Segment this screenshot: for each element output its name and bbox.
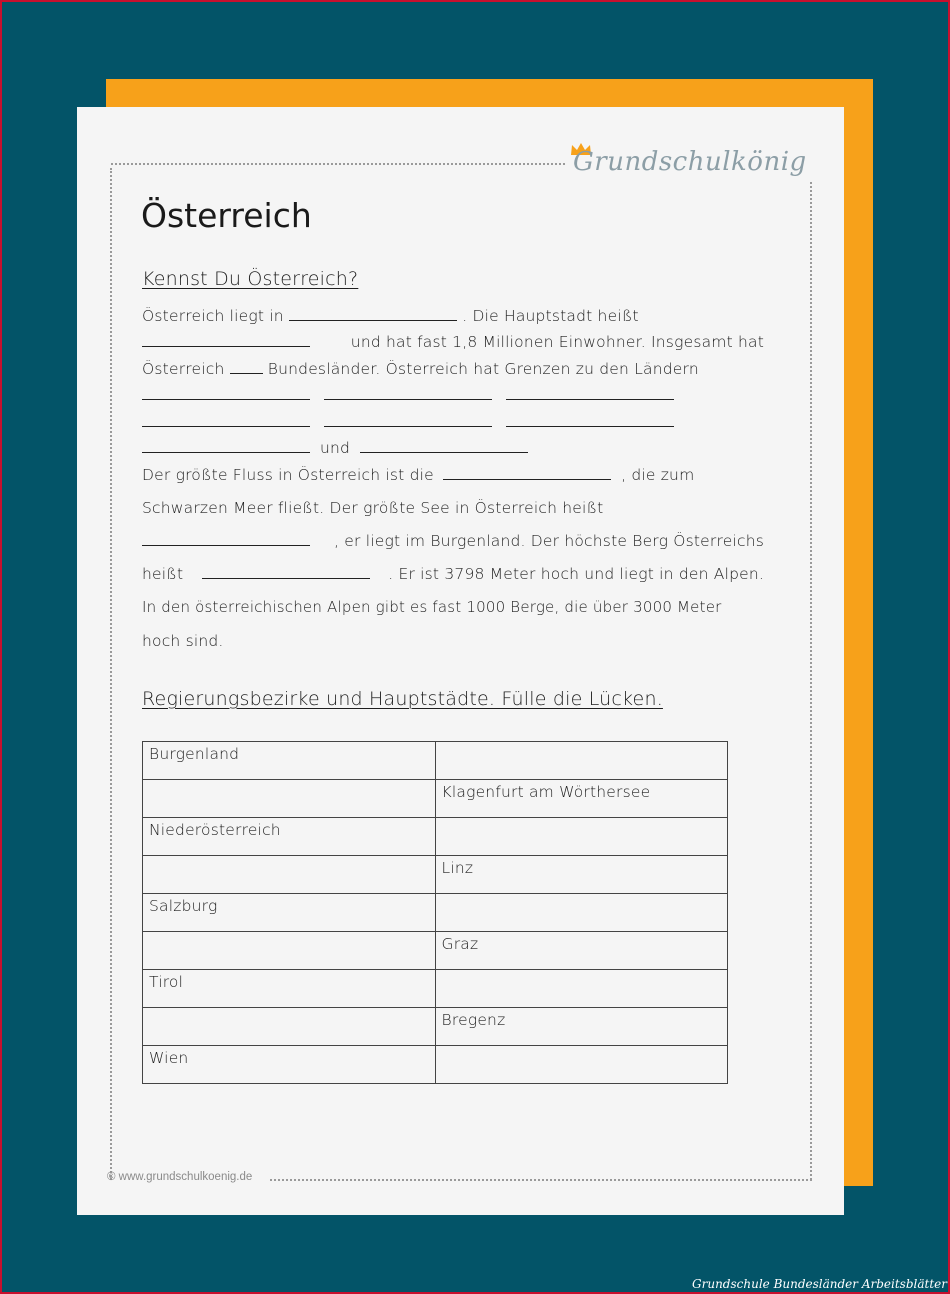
answer-blank [506, 426, 674, 427]
table-row [143, 780, 728, 818]
section-heading-quiz: Kennst Du Österreich? [142, 268, 359, 290]
text-line-10 [142, 559, 764, 583]
state-name: Niederösterreich [149, 821, 281, 839]
answer-blank [202, 578, 370, 579]
state-name: Wien [149, 1049, 189, 1067]
text-fragment: . Er ist 3798 Meter hoch und liegt in den Alpen. [388, 565, 764, 583]
text-fragment: und [320, 439, 351, 457]
answer-blank [324, 426, 492, 427]
text-fragment: Schwarzen Meer fließt. Der größte See in Österreich heißt [142, 499, 604, 517]
text-fragment: Österreich [142, 360, 225, 378]
capital-cell [435, 1008, 728, 1046]
capital-cell [435, 818, 728, 856]
image-caption: Grundschule Bundesländer Arbeitsblätter [692, 1277, 947, 1291]
answer-blank [142, 426, 310, 427]
state-cell [143, 932, 436, 970]
footer-url: © www.grundschulkoenig.de [107, 1171, 253, 1183]
text-fragment: In den österreichischen Alpen gibt es fast 1000 Berge, die über 3000 Meter [142, 598, 722, 616]
text-fragment: , er liegt im Burgenland. Der höchste Berg Österreichs [334, 532, 764, 550]
text-fragment: hoch sind. [142, 632, 224, 650]
text-line-6 [142, 433, 764, 457]
text-fragment: heißt [142, 565, 184, 583]
table-row [143, 894, 728, 932]
capital-name: Klagenfurt am Wörthersee [441, 783, 651, 801]
answer-blank [142, 346, 310, 347]
text-line-3 [142, 354, 764, 378]
text-line-1 [142, 301, 764, 325]
capital-cell [435, 856, 728, 894]
state-name: Salzburg [149, 897, 218, 915]
section-heading-table: Regierungsbezirke und Hauptstädte. Fülle die Lücken. [142, 688, 663, 710]
table-row [143, 1008, 728, 1046]
text-line-5 [142, 407, 764, 431]
dotted-border-left [110, 168, 112, 1180]
page-title: Österreich [141, 196, 312, 235]
state-cell [143, 894, 436, 932]
capital-cell [435, 894, 728, 932]
capital-cell [435, 780, 728, 818]
text-line-8 [142, 493, 764, 517]
capital-cell [435, 742, 728, 780]
dotted-border-right [810, 182, 812, 1180]
text-line-9 [142, 526, 764, 550]
brand-logo [570, 142, 820, 182]
state-cell [143, 856, 436, 894]
state-cell [143, 1046, 436, 1084]
table-row [143, 856, 728, 894]
table-row [143, 1046, 728, 1084]
text-fragment: Österreich liegt in [142, 307, 284, 325]
dotted-border-bottom [270, 1179, 812, 1181]
capital-name: Linz [441, 859, 474, 877]
answer-blank [360, 452, 528, 453]
states-capitals-table [142, 741, 728, 1084]
text-fragment: und hat fast 1,8 Millionen Einwohner. Insgesamt hat [350, 333, 764, 351]
text-line-7 [142, 460, 764, 484]
answer-blank [142, 545, 310, 546]
capital-cell [435, 932, 728, 970]
state-name: Tirol [149, 973, 184, 991]
answer-blank [142, 399, 310, 400]
text-fragment: , die zum [621, 466, 695, 484]
answer-blank [506, 399, 674, 400]
capital-cell [435, 970, 728, 1008]
text-line-12 [142, 626, 764, 650]
capital-cell [435, 1046, 728, 1084]
text-fragment: Der größte Fluss in Österreich ist die [142, 466, 434, 484]
text-line-11 [142, 592, 764, 616]
answer-blank [230, 373, 263, 374]
text-fragment: Bundesländer. Österreich hat Grenzen zu den Ländern [267, 360, 699, 378]
answer-blank [289, 320, 457, 321]
table-row [143, 742, 728, 780]
state-cell [143, 742, 436, 780]
state-cell [143, 818, 436, 856]
state-cell [143, 970, 436, 1008]
table-row [143, 932, 728, 970]
capital-name: Graz [441, 935, 479, 953]
capital-name: Bregenz [441, 1011, 506, 1029]
brand-name: Grundschulkönig [573, 147, 807, 177]
text-line-4 [142, 380, 764, 404]
answer-blank [443, 479, 611, 480]
text-line-2 [142, 327, 764, 351]
table-row [143, 970, 728, 1008]
state-cell [143, 1008, 436, 1046]
dotted-border-top [111, 163, 565, 165]
state-cell [143, 780, 436, 818]
answer-blank [324, 399, 492, 400]
answer-blank [142, 452, 310, 453]
text-fragment: . Die Hauptstadt heißt [462, 307, 639, 325]
state-name: Burgenland [149, 745, 240, 763]
table-row [143, 818, 728, 856]
